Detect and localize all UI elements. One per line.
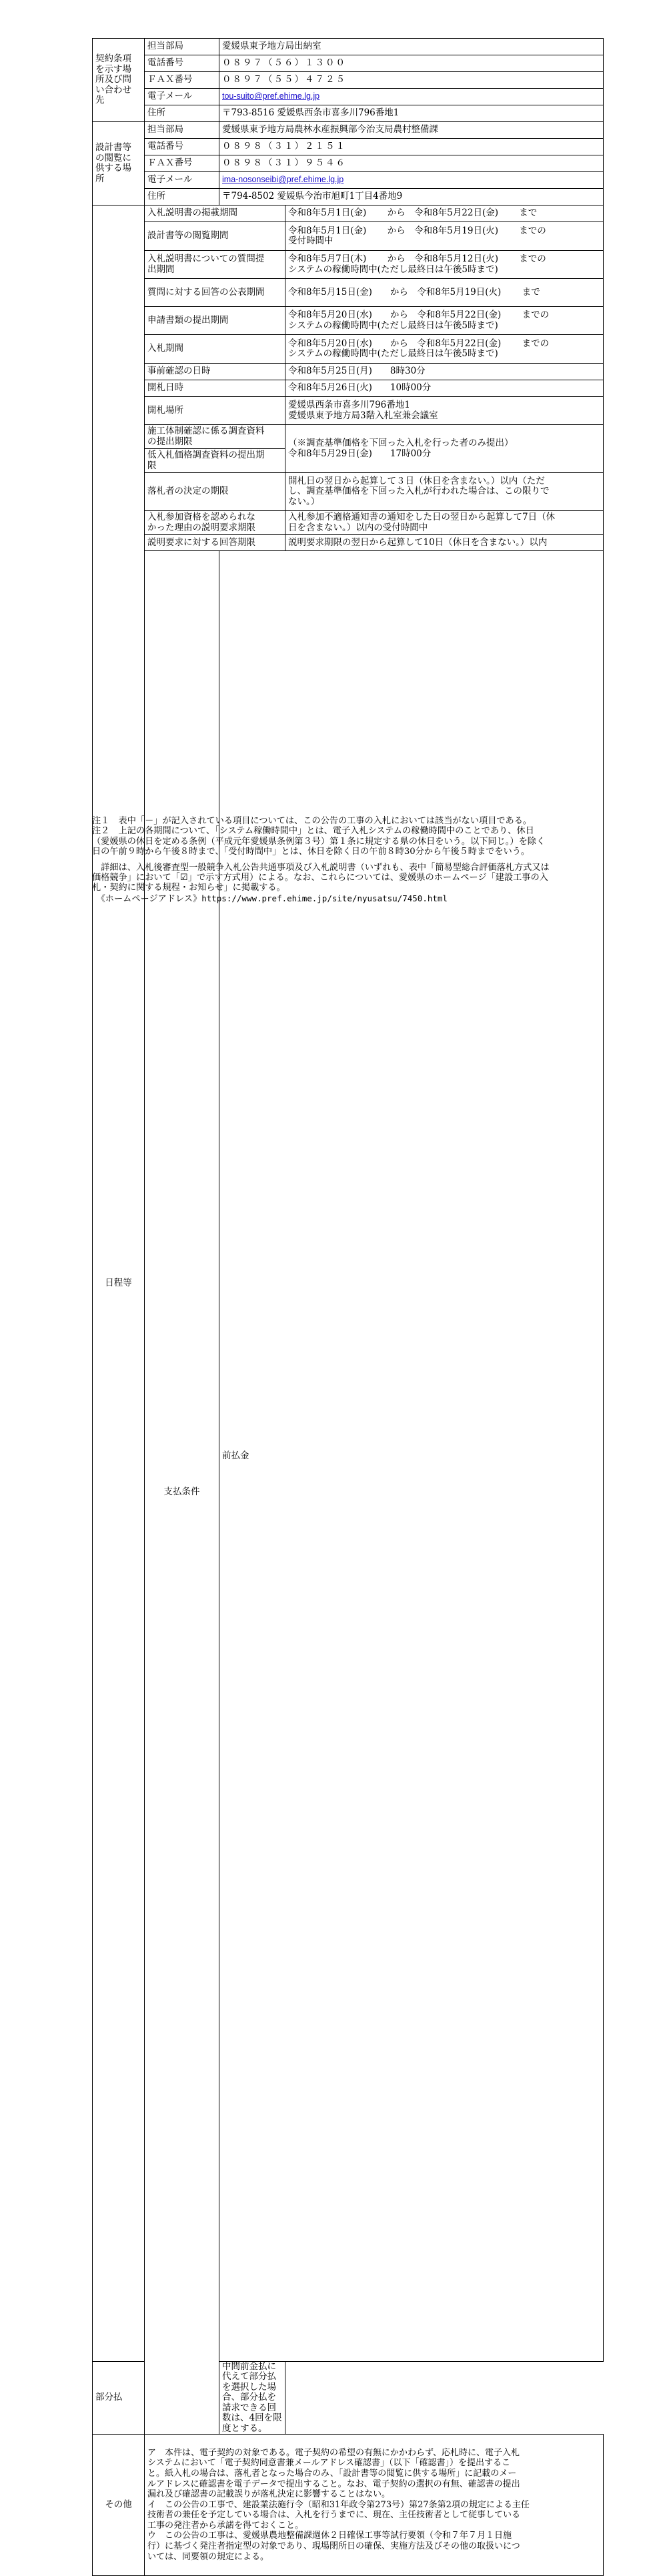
row-value: 開札日の翌日から起算して３日（休日を含まない。）以内（ただ し、調査基準価格を下回った入札が行われた場合は、この限りで ない。） bbox=[285, 473, 604, 511]
schedule-row bbox=[93, 279, 604, 307]
row-value: 令和8年5月1日(金) から 令和8年5月19日(火) までの 受付時間中 bbox=[285, 222, 604, 251]
row-value: 〒793-8516 愛媛県西条市喜多川796番地1 bbox=[219, 105, 604, 122]
row-label: 電話番号 bbox=[145, 55, 219, 72]
row-value: 令和8年5月15日(金) から 令和8年5月19日(火) まで bbox=[285, 279, 604, 307]
detail-paragraph: 詳細は、入札後審査型一般競争入札公告共通事項及び入札説明書（いずれも、表中「簡易型総合評価落札方式又は 価格競争」において「☑」で示す方式用）による。なお、これらについては、愛媛県のホームページ「建設工事の入 札・契約に関する規程・お知らせ」に掲載する。 bbox=[92, 862, 550, 893]
row-label: 入札参加資格を認められな かった理由の説明要求期限 bbox=[145, 511, 285, 535]
schedule-row bbox=[93, 222, 604, 251]
row-label: 担当部局 bbox=[145, 122, 219, 139]
note-2: 注２ 上記の各期間について、「システム稼働時間中」とは、電子入札システムの稼働時間中のことであり、休日 （愛媛県の休日を定める条例（平成元年愛媛県条例第３号）第１条に規定する県の休日をいう。以下同じ。）を除く 日の午前９時から午後８時まで、「受付時間中」とは、休日を除く日の午前８時30分から午後５時までをいう。 bbox=[92, 826, 546, 857]
design-row-fax bbox=[93, 155, 604, 172]
row-label: 開札場所 bbox=[145, 397, 285, 425]
homepage-label: 《ホームページアドレス》 bbox=[101, 893, 202, 904]
row-value: 令和8年5月26日(火) 10時00分 bbox=[285, 380, 604, 397]
contract-row-department bbox=[93, 39, 604, 55]
row-label: ＦＡＸ番号 bbox=[145, 72, 219, 89]
row-label: 電子メール bbox=[145, 172, 219, 189]
row-value: 〒794-8502 愛媛県今治市旭町1丁目4番地9 bbox=[219, 189, 604, 205]
row-label: 電子メール bbox=[145, 89, 219, 105]
schedule-row bbox=[93, 364, 604, 380]
contract-email-link[interactable]: tou-suito@pref.ehime.lg.jp bbox=[222, 91, 320, 101]
row-value: 令和8年5月20日(水) から 令和8年5月22日(金) までの システムの稼働時間中(ただし最終日は午後5時まで) bbox=[285, 335, 604, 364]
other-value: ア 本件は、電子契約の対象である。電子契約の希望の有無にかかわらず、応札時に、電子入札 システムにおいて「電子契約同意書兼メールアドレス確認書」（以下「確認書」）を提出するこ と。紙入札の場合は、落札者となった場合のみ、「設計書等の閲覧に供する場所」に記載のメー ルアドレスに確認書を電子データで提出すること。なお、電子契約の選択の有無、確認書の提出 漏れ及び確認書の記載誤りが落札決定に影響することはない。 イ この公告の工事で、建設業法施行令（昭和31年政令第273号）第27条第2項の規定による主任 技術者の兼任を予定している場合は、入札を行うまでに、現在、主任技術者として従事している 工事の発注者から承諾を得ておくこと。 ウ この公告の工事は、愛媛県農地整備課週休２日確保工事等試行要領（令和７年７月１日施 行）に基づく発注者指定型の対象であり、現場閉所日の確保、実施方法及びその他の取扱いにつ いては、同要領の規定による。 bbox=[145, 2435, 604, 2576]
notice-table bbox=[92, 38, 604, 2576]
design-row-department bbox=[93, 122, 604, 139]
contract-row-fax bbox=[93, 72, 604, 89]
row-label: 部分払 bbox=[93, 2361, 219, 2435]
row-value: 令和8年5月1日(金) から 令和8年5月22日(金) まで bbox=[285, 205, 604, 222]
row-label: 担当部局 bbox=[145, 39, 219, 55]
notes-block bbox=[92, 816, 606, 904]
schedule-row bbox=[93, 251, 604, 279]
contract-section-head: 契約条項 を示す場 所及び問 い合わせ 先 bbox=[93, 39, 145, 122]
fax-number: ０８９７（５５）４７２５ bbox=[219, 72, 604, 89]
contract-row-address bbox=[93, 105, 604, 122]
design-row-email bbox=[93, 172, 604, 189]
row-label: ＦＡＸ番号 bbox=[145, 155, 219, 172]
row-label: 質問に対する回答の公表期間 bbox=[145, 279, 285, 307]
row-label: 入札説明書についての質問提 出期間 bbox=[145, 251, 285, 279]
row-value: 中間前金払に代えて部分払を選択した場合、部分払を請求できる回 数は、4回を限度とする。 bbox=[219, 2361, 285, 2435]
schedule-row bbox=[93, 205, 604, 222]
survey-deadline-value: （※調査基準価格を下回った入札を行った者のみ提出） 令和8年5月29日(金) 17時00分 bbox=[285, 425, 604, 473]
contract-row-email bbox=[93, 89, 604, 105]
row-label: 説明要求に対する回答期限 bbox=[145, 535, 285, 551]
row-value: 令和8年5月20日(水) から 令和8年5月22日(金) までの システムの稼働時間中(ただし最終日は午後5時まで) bbox=[285, 307, 604, 335]
schedule-row bbox=[93, 511, 604, 535]
row-label: 事前確認の日時 bbox=[145, 364, 285, 380]
row-label: 設計書等の閲覧期間 bbox=[145, 222, 285, 251]
row-label: 入札説明書の掲載期間 bbox=[145, 205, 285, 222]
row-label: 落札者の決定の期限 bbox=[145, 473, 285, 511]
row-label: 前払金 bbox=[219, 551, 604, 2362]
design-section-head: 設計書等 の閲覧に 供する場 所 bbox=[93, 122, 145, 205]
row-label: 住所 bbox=[145, 189, 219, 205]
schedule-row-survey-1 bbox=[93, 425, 604, 449]
phone-number: ０８９７（５６）１３００ bbox=[219, 55, 604, 72]
schedule-row bbox=[93, 535, 604, 551]
row-value: 令和8年5月25日(月) 8時30分 bbox=[285, 364, 604, 380]
schedule-row bbox=[93, 335, 604, 364]
row-value: 説明要求期限の翌日から起算して10日（休日を含まない。）以内 bbox=[285, 535, 604, 551]
other-section-head: その他 bbox=[93, 2435, 145, 2576]
row-label: 電話番号 bbox=[145, 139, 219, 155]
schedule-row bbox=[93, 307, 604, 335]
row-label: 低入札価格調査資料の提出期 限 bbox=[145, 449, 285, 473]
contract-row-phone bbox=[93, 55, 604, 72]
other-row bbox=[93, 2435, 604, 2576]
row-label: 入札期間 bbox=[145, 335, 285, 364]
payment-row-partial bbox=[93, 2361, 604, 2435]
schedule-row bbox=[93, 473, 604, 511]
note-1: 注１ 表中「－」が記入されている項目については、この公告の工事の入札においては該当がない項目である。 bbox=[92, 816, 532, 826]
design-email-link[interactable]: ima-nosonseibi@pref.ehime.lg.jp bbox=[222, 175, 344, 185]
fax-number: ０８９８（３１）９５４６ bbox=[219, 155, 604, 172]
homepage-url[interactable]: https://www.pref.ehime.jp/site/nyusatsu/7450.html bbox=[201, 893, 448, 903]
row-label: 住所 bbox=[145, 105, 219, 122]
row-value: 愛媛県西条市喜多川796番地1 愛媛県東予地方局3階入札室兼会議室 bbox=[285, 397, 604, 425]
row-value: 入札参加不適格通知書の通知をした日の翌日から起算して7日（休 日を含まない。）以内の受付時間中 bbox=[285, 511, 604, 535]
row-value: 愛媛県東予地方局農林水産振興部今治支局農村整備課 bbox=[219, 122, 604, 139]
row-label: 申請書類の提出期間 bbox=[145, 307, 285, 335]
design-row-phone bbox=[93, 139, 604, 155]
row-label: 開札日時 bbox=[145, 380, 285, 397]
design-row-address bbox=[93, 189, 604, 205]
schedule-row bbox=[93, 397, 604, 425]
row-value: 令和8年5月7日(木) から 令和8年5月12日(火) までの システムの稼働時間中(ただし最終日は午後5時まで) bbox=[285, 251, 604, 279]
schedule-row bbox=[93, 380, 604, 397]
row-value: 愛媛県東予地方局出納室 bbox=[219, 39, 604, 55]
homepage-line bbox=[92, 893, 606, 904]
phone-number: ０８９８（３１）２１５１ bbox=[219, 139, 604, 155]
schedule-section-head: 日程等 bbox=[93, 205, 145, 2362]
row-label: 施工体制確認に係る調査資料 の提出期限 bbox=[145, 425, 285, 449]
payment-section-head: 支払条件 bbox=[145, 551, 219, 2435]
